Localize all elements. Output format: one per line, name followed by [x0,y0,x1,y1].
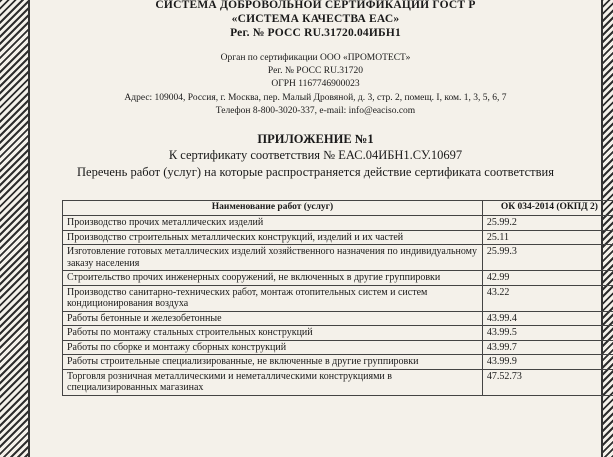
row-code: 25.99.3 [482,245,613,271]
system-name: «СИСТЕМА КАЧЕСТВА ЕАС» [231,13,400,25]
row-code: 25.99.2 [482,216,613,231]
row-code: 25.11 [482,230,613,245]
appendix-title: ПРИЛОЖЕНИЕ №1 [257,132,374,147]
organ-address: Адрес: 109004, Россия, г. Москва, пер. Малый Дровяной, д. 3, стр. 2, помещ. I, ком. 1, 3, 5, 6, 7 [124,92,507,103]
appendix-description: Перечень работ (услуг) на которые распространяется действие сертификата соответствия [77,165,554,180]
organ-reg-number: Рег. № РОСС RU.31720 [267,66,364,77]
table-row [63,311,613,326]
row-name: Работы бетонные и железобетонные [63,311,483,326]
row-name: Работы по сборке и монтажу сборных конструкций [63,340,483,355]
appendix-subtitle: К сертификату соответствия № ЕАС.04ИБН1.СУ.10697 [168,148,463,163]
table-row [63,271,613,286]
table-row [63,285,613,311]
organ-name: Орган по сертификации ООО «ПРОМОТЕСТ» [220,53,411,63]
row-code: 43.99.4 [482,311,613,326]
row-code: 43.22 [482,285,613,311]
table-row [63,340,613,355]
row-code: 43.99.5 [482,326,613,341]
table-row [63,230,613,245]
table-row [63,245,613,271]
row-code: 43.99.9 [482,355,613,370]
organ-contacts: Телефон 8-800-3020-337, e-mail: info@eaciso.com [215,105,416,116]
row-code: 42.99 [482,271,613,286]
services-table [62,200,613,396]
organ-ogrn: ОГРН 1167746900023 [271,79,360,90]
column-header-code: ОК 034-2014 (ОКПД 2) [482,201,613,216]
system-title: СИСТЕМА ДОБРОВОЛЬНОЙ СЕРТИФИКАЦИИ ГОСТ Р [155,0,476,11]
certification-body [34,52,597,118]
certificate-page [34,0,597,457]
row-name: Производство строительных металлических конструкций, изделий и их частей [63,230,483,245]
table-row [63,326,613,341]
row-name: Производство санитарно-технических работ, монтаж отопительных систем и систем кондиционирования воздуха [63,285,483,311]
row-code: 47.52.73 [482,369,613,395]
column-header-name: Наименование работ (услуг) [63,201,483,216]
row-name: Производство прочих металлических изделий [63,216,483,231]
row-name: Строительство прочих инженерных сооружений, не включенных в другие группировки [63,271,483,286]
decorative-border-left [0,0,30,457]
system-reg-number: Рег. № РОСС RU.31720.04ИБН1 [230,27,401,39]
row-name: Торговля розничная металлическими и неметаллическими конструкциями в специализированных магазинах [63,369,483,395]
table-row [63,369,613,395]
table-row [63,216,613,231]
row-code: 43.99.7 [482,340,613,355]
row-name: Работы строительные специализированные, не включенные в другие группировки [63,355,483,370]
row-name: Изготовление готовых металлических изделий хозяйственного назначения по индивидуальному заказу населения [63,245,483,271]
table-header-row [63,201,613,216]
table-row [63,355,613,370]
row-name: Работы по монтажу стальных строительных конструкций [63,326,483,341]
